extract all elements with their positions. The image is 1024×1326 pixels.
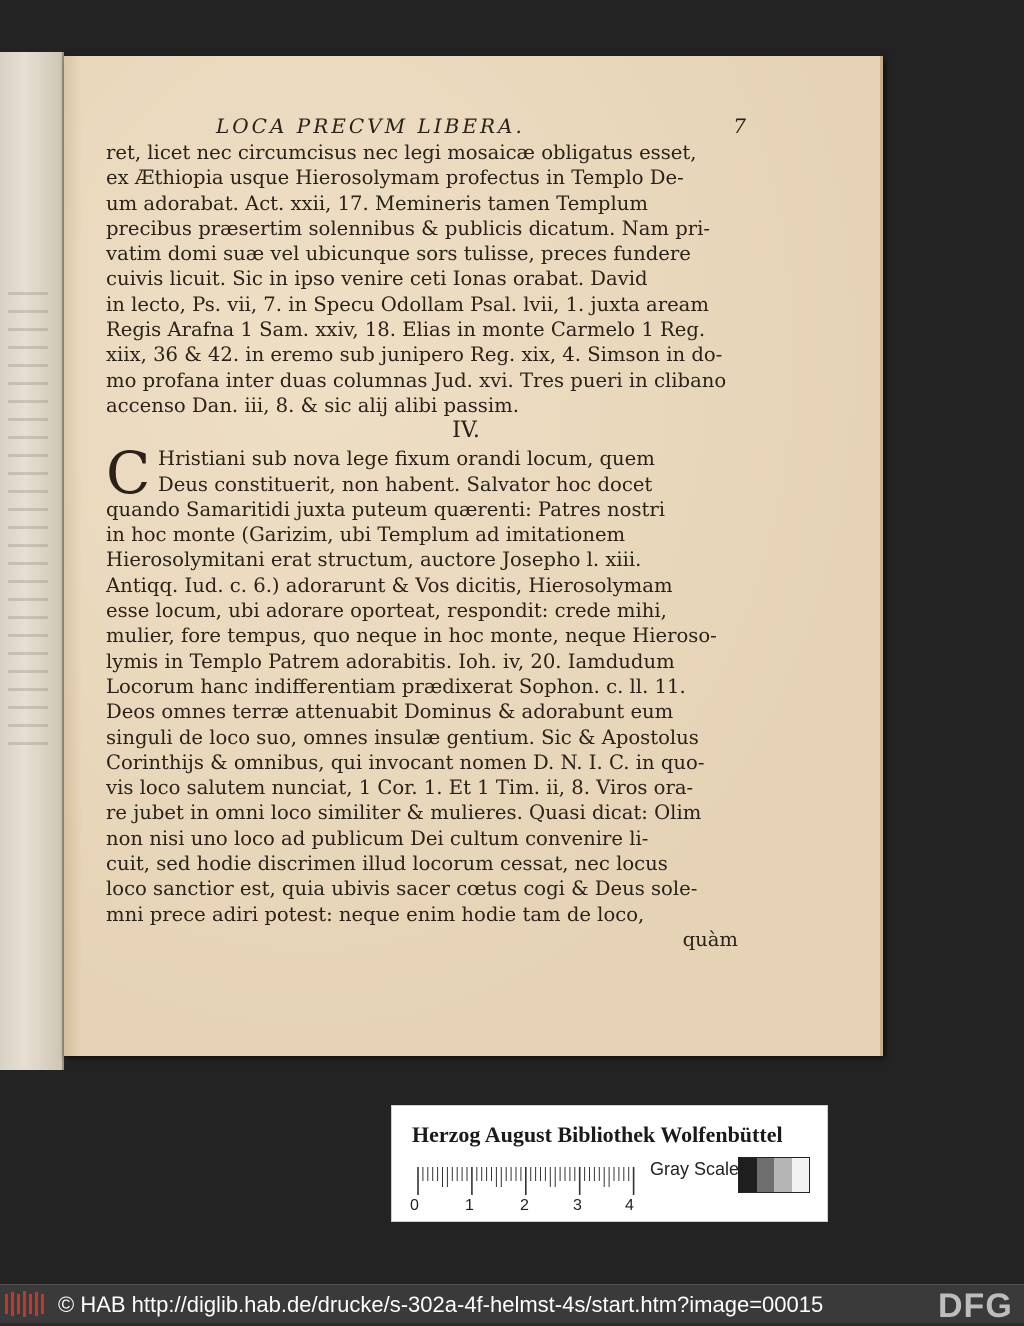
text-line: mulier, fore tempus, quo neque in hoc monte, neque Hieroso- bbox=[106, 624, 717, 648]
text-line: Hierosolymitani erat structum, auctore Josepho l. xiii. bbox=[106, 548, 642, 572]
previous-page-edge bbox=[0, 52, 64, 1070]
text-line: precibus præsertim solennibus & publicis dicatum. Nam pri- bbox=[106, 216, 711, 240]
grayscale-swatch bbox=[774, 1158, 792, 1192]
footer-bar bbox=[0, 1284, 1024, 1323]
text-line: mni prece adiri potest: neque enim hodie tam de loco, bbox=[106, 902, 645, 926]
ruler-labels bbox=[410, 1197, 650, 1217]
ruler-scale bbox=[414, 1161, 634, 1197]
ruler-label: 4 bbox=[625, 1197, 634, 1214]
grayscale-swatch bbox=[792, 1158, 810, 1192]
text-line: quando Samaritidi juxta puteum quærenti: Patres nostri bbox=[106, 497, 666, 521]
page-number: 7 bbox=[733, 114, 746, 138]
running-head bbox=[106, 114, 746, 140]
hab-logo-icon bbox=[4, 1290, 48, 1318]
drop-cap-letter: C bbox=[106, 439, 151, 508]
text-line: in lecto, Ps. vii, 7. in Specu Odollam Psal. lvii, 1. juxta aream bbox=[106, 292, 709, 316]
text-line: re jubet in omni loco similiter & mulieres. Quasi dicat: Olim bbox=[106, 801, 702, 825]
text-line: cuivis licuit. Sic in ipso venire ceti Ionas orabat. David bbox=[106, 267, 648, 291]
grayscale-swatches bbox=[738, 1157, 810, 1193]
ruler-label: 2 bbox=[520, 1197, 529, 1214]
text-line: vis loco salutem nunciat, 1 Cor. 1. Et 1 Tim. ii, 8. Viros ora- bbox=[106, 776, 694, 800]
text-line: cuit, sed hodie discrimen illud locorum cessat, nec locus bbox=[106, 852, 668, 876]
source-url-text: © HAB http://diglib.hab.de/drucke/s-302a-4f-helmst-4s/start.htm?image=00015 bbox=[58, 1292, 824, 1317]
ruler-label: 1 bbox=[465, 1197, 474, 1214]
text-line: in hoc monte (Garizim, ubi Templum ad imitationem bbox=[106, 523, 626, 547]
text-line: Regis Arafna 1 Sam. xxiv, 18. Elias in monte Carmelo 1 Reg. bbox=[106, 318, 706, 342]
text-line: Deos omnes terræ attenuabit Dominus & adorabunt eum bbox=[106, 700, 674, 724]
grayscale-swatch bbox=[757, 1158, 775, 1192]
dfg-logo: DFG bbox=[938, 1287, 1013, 1325]
running-head-title: LOCA PRECVM LIBERA. bbox=[216, 114, 525, 138]
text-line: Antiqq. Iud. c. 6.) adorarunt & Vos dicitis, Hierosolymam bbox=[106, 573, 673, 597]
text-line: ex Æthiopia usque Hierosolymam profectus in Templo De- bbox=[106, 166, 684, 190]
grayscale-label: Gray Scale bbox=[650, 1159, 740, 1179]
text-line: vatim domi suæ vel ubicunque sors tulisse, preces fundere bbox=[106, 242, 691, 266]
page-text bbox=[106, 114, 746, 952]
dropcap-line-text: Hristiani sub nova lege fixum orandi locum, quem bbox=[158, 447, 655, 471]
text-line: esse locum, ubi adorare oporteat, respondit: crede mihi, bbox=[106, 599, 667, 623]
book-page bbox=[64, 56, 883, 1056]
card-title: Herzog August Bibliothek Wolfenbüttel bbox=[412, 1122, 783, 1147]
text-line: accenso Dan. iii, 8. & sic alij alibi passim. bbox=[106, 393, 519, 417]
text-line: loco sanctior est, quia ubivis sacer cœtus cogi & Deus sole- bbox=[106, 877, 698, 901]
text-line: singuli de loco suo, omnes insulæ gentium. Sic & Apostolus bbox=[106, 725, 699, 749]
text-line: um adorabat. Act. xxii, 17. Memineris tamen Templum bbox=[106, 191, 648, 215]
catchword: quàm bbox=[682, 927, 738, 951]
color-reference-card bbox=[391, 1105, 828, 1222]
text-line: non nisi uno loco ad publicum Dei cultum convenire li- bbox=[106, 826, 649, 850]
grayscale-swatch bbox=[739, 1158, 757, 1192]
text-line: xiix, 36 & 42. in eremo sub junipero Reg. xix, 4. Simson in do- bbox=[106, 343, 723, 367]
ruler-label: 3 bbox=[573, 1197, 582, 1214]
text-line: ret, licet nec circumcisus nec legi mosaicæ obligatus esset, bbox=[106, 141, 697, 164]
text-line: Locorum hanc indifferentiam prædixerat Sophon. c. ll. 11. bbox=[106, 674, 686, 698]
text-line: Corinthijs & omnibus, qui invocant nomen D. N. I. C. in quo- bbox=[106, 750, 705, 774]
section-number: IV. bbox=[452, 418, 480, 444]
paragraph-iv bbox=[106, 497, 746, 927]
paragraph-iii-end bbox=[106, 140, 746, 418]
text-line: Deus constituerit, non habent. Salvator hoc docet bbox=[158, 472, 653, 496]
text-line: mo profana inter duas columnas Jud. xvi. Tres pueri in clibano bbox=[106, 368, 727, 392]
ruler-label: 0 bbox=[410, 1197, 419, 1214]
text-line: lymis in Templo Patrem adorabitis. Ioh. iv, 20. Iamdudum bbox=[106, 649, 675, 673]
